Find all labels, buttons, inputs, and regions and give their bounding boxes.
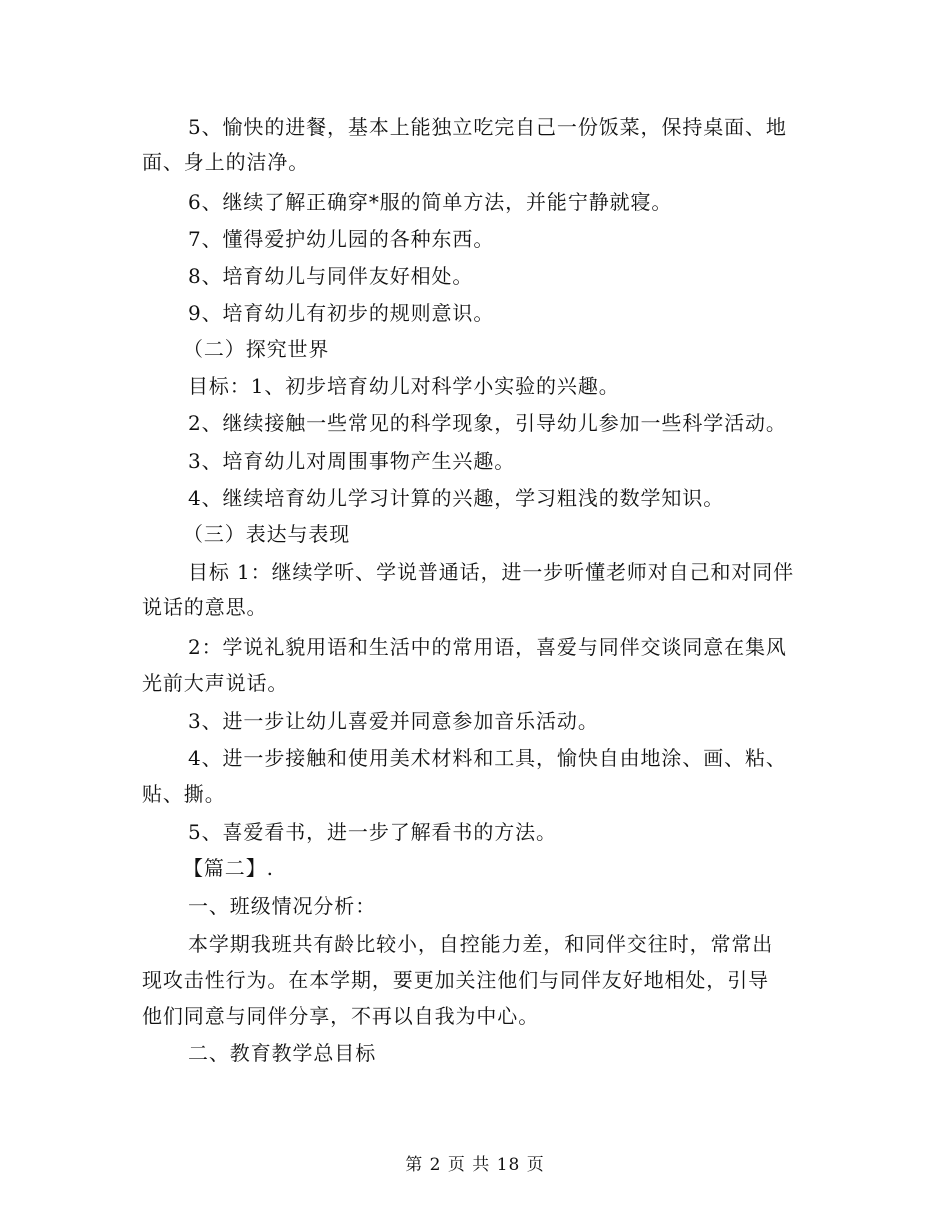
paragraph-line-24: 现攻击性行为。在本学期，要更加关注他们与同伴友好地相处，引导 [142, 968, 769, 992]
paragraph-line-9: 2、继续接触一些常见的科学现象，引导幼儿参加一些科学活动。 [188, 411, 787, 435]
paragraph-line-1: 5、愉快的进餐，基本上能独立吃完自己一份饭菜，保持桌面、地 [188, 115, 787, 139]
paragraph-line-13: 目标 1：继续学听、学说普通话，进一步听懂老师对自己和对同伴 [188, 560, 795, 584]
paragraph-line-16: 光前大声说话。 [142, 671, 289, 695]
paragraph-line-14: 说话的意思。 [142, 595, 268, 619]
subheading-class-analysis: 一、班级情况分析： [188, 894, 377, 918]
paragraph-line-20: 5、喜爱看书，进一步了解看书的方法。 [188, 820, 557, 844]
paragraph-line-23: 本学期我班共有龄比较小，自控能力差，和同伴交往时，常常出 [188, 932, 774, 956]
section-heading-expression: （三）表达与表现 [183, 522, 351, 546]
paragraph-line-4: 7、懂得爱护幼儿园的各种东西。 [188, 227, 495, 251]
paragraph-line-19: 贴、撕。 [142, 782, 226, 806]
paragraph-line-11: 4、继续培育幼儿学习计算的兴趣，学习粗浅的数学知识。 [188, 486, 725, 510]
part-heading-chapter-two: 【篇二】. [183, 856, 274, 880]
page-number-footer: 第 2 页 共 18 页 [405, 1155, 545, 1175]
paragraph-line-17: 3、进一步让幼儿喜爱并同意参加音乐活动。 [188, 709, 599, 733]
paragraph-line-5: 8、培育幼儿与同伴友好相处。 [188, 264, 474, 288]
section-heading-explore-world: （二）探究世界 [183, 337, 330, 361]
paragraph-line-6: 9、培育幼儿有初步的规则意识。 [188, 301, 495, 325]
paragraph-line-18: 4、进一步接触和使用美术材料和工具，愉快自由地涂、画、粘、 [188, 746, 787, 770]
paragraph-line-8: 目标：1、初步培育幼儿对科学小实验的兴趣。 [188, 374, 620, 398]
paragraph-line-2: 面、身上的洁净。 [142, 150, 310, 174]
paragraph-line-3: 6、继续了解正确穿*服的简单方法，并能宁静就寝。 [188, 190, 673, 214]
paragraph-line-10: 3、培育幼儿对周围事物产生兴趣。 [188, 449, 516, 473]
subheading-teaching-goals: 二、教育教学总目标 [188, 1041, 377, 1065]
paragraph-line-25: 他们同意与同伴分享，不再以自我为中心。 [142, 1004, 540, 1028]
paragraph-line-15: 2：学说礼貌用语和生活中的常用语，喜爱与同伴交谈同意在集风 [188, 635, 787, 659]
